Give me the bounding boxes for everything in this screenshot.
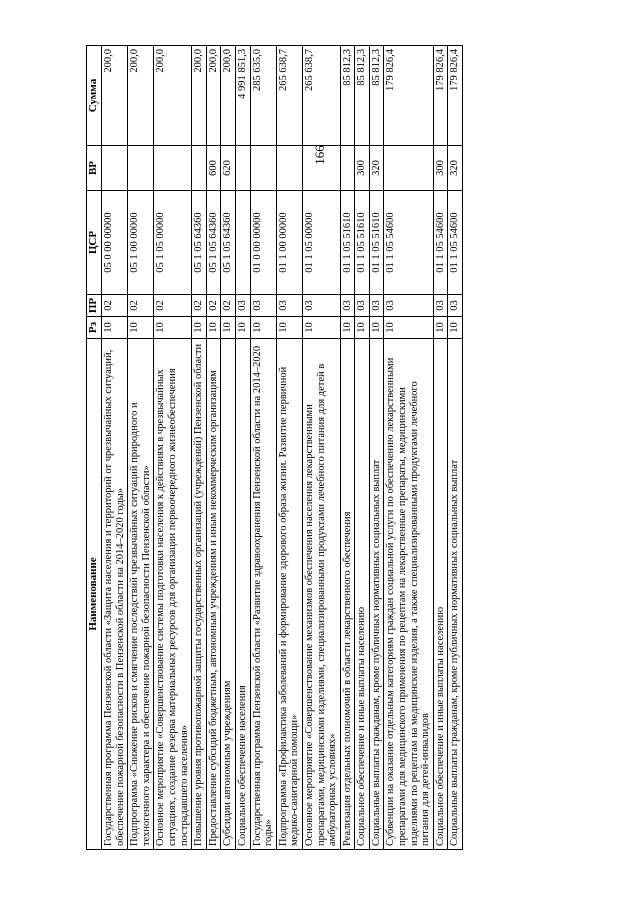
cell-vr [235,146,250,191]
cell-pr: 03 [250,295,276,317]
cell-pr: 02 [102,295,128,317]
cell-pr: 03 [369,295,384,317]
cell-rz: 10 [384,317,433,339]
cell-name: Основное мероприятие «Совершенствование механизмов обеспечения населения лекарственными препаратами, медицинскими изделиями, специализированными продуктами лечебного питания для детей в амбулаторных условиях» [302,339,340,850]
header-rz: Рз [87,317,102,339]
table-row [221,46,236,850]
cell-vr [276,146,302,191]
cell-vr [250,146,276,191]
cell-sum: 179 826,4 [384,46,433,146]
budget-table [86,45,463,850]
cell-vr [192,146,207,191]
cell-csr: 05 0 00 00000 [102,191,128,295]
table-row [302,46,340,850]
cell-rz: 10 [154,317,192,339]
table-row [192,46,207,850]
cell-vr: 300 [355,146,370,191]
header-name: Наименование [87,339,102,850]
header-pr: ПР [87,295,102,317]
cell-sum: 200,0 [128,46,154,146]
table-row [276,46,302,850]
cell-name: Подпрограмма «Снижение рисков и смягчение последствий чрезвычайных ситуаций природного и техногенного характера и обеспечение пожарной безопасности Пензенской области» [128,339,154,850]
cell-csr: 01 1 05 00000 [302,191,340,295]
cell-rz: 10 [448,317,463,339]
cell-name: Государственная программа Пензенской области «Развитие здравоохранения Пензенской области на 2014–2020 годы» [250,339,276,850]
cell-pr: 03 [302,295,340,317]
table-row [235,46,250,850]
cell-csr: 05 1 05 64360 [221,191,236,295]
cell-sum: 85 812,3 [369,46,384,146]
table-row [448,46,463,850]
cell-rz: 10 [433,317,448,339]
cell-sum: 200,0 [206,46,221,146]
cell-vr [102,146,128,191]
cell-pr: 03 [340,295,355,317]
table-row [102,46,128,850]
cell-rz: 10 [340,317,355,339]
cell-name: Социальное обеспечение и иные выплаты населению [433,339,448,850]
cell-rz: 10 [192,317,207,339]
cell-sum: 200,0 [154,46,192,146]
cell-pr: 02 [154,295,192,317]
cell-pr: 03 [276,295,302,317]
header-sum: Сумма [87,46,102,146]
cell-csr: 01 1 05 51610 [369,191,384,295]
cell-sum: 179 826,4 [448,46,463,146]
cell-sum: 200,0 [192,46,207,146]
cell-name: Социальное обеспечение населения [235,339,250,850]
cell-rz: 10 [102,317,128,339]
cell-name: Субсидии автономным учреждениям [221,339,236,850]
cell-pr: 02 [206,295,221,317]
table-row [355,46,370,850]
cell-csr: 05 1 00 00000 [128,191,154,295]
table-body [102,46,463,850]
cell-csr [235,191,250,295]
cell-name: Повышение уровня противопожарной защиты государственных организаций (учреждений) Пензенской области [192,339,207,850]
cell-rz: 10 [206,317,221,339]
cell-sum: 265 638,7 [302,46,340,146]
cell-pr: 02 [192,295,207,317]
cell-rz: 10 [355,317,370,339]
cell-csr: 01 1 00 00000 [276,191,302,295]
cell-csr: 05 1 05 64360 [192,191,207,295]
cell-sum: 85 812,3 [340,46,355,146]
cell-rz: 10 [235,317,250,339]
table-row [433,46,448,850]
table-header [87,46,102,850]
cell-csr: 05 1 05 64360 [206,191,221,295]
header-csr: ЦСР [87,191,102,295]
cell-csr: 01 1 05 51610 [355,191,370,295]
table-row [250,46,276,850]
cell-vr [302,146,340,191]
page-number-text: 166 [312,145,327,165]
cell-name: Реализация отдельных полномочий в области лекарственного обеспечения [340,339,355,850]
cell-pr: 02 [128,295,154,317]
cell-sum: 200,0 [102,46,128,146]
cell-sum: 265 638,7 [276,46,302,146]
cell-name: Социальное обеспечение и иные выплаты населению [355,339,370,850]
cell-pr: 03 [448,295,463,317]
cell-sum: 285 635,0 [250,46,276,146]
cell-name: Социальные выплаты гражданам, кроме публичных нормативных социальных выплат [369,339,384,850]
table-row [128,46,154,850]
cell-name: Социальные выплаты гражданам, кроме публичных нормативных социальных выплат [448,339,463,850]
cell-vr: 620 [221,146,236,191]
cell-csr: 05 1 05 00000 [154,191,192,295]
cell-sum: 85 812,3 [355,46,370,146]
table-row [384,46,433,850]
table-row [206,46,221,850]
table-row [340,46,355,850]
cell-pr: 03 [355,295,370,317]
cell-vr [340,146,355,191]
cell-name: Субвенции на оказание отдельным категориям граждан социальной услуги по обеспечению лекарственными препаратами для медицинского применения по рецептам на лекарственные препараты, медицинскими изделиями по рецептам на медицинские изделия, а также специализированными продуктами лечебного питания для детей-инвалидов [384,339,433,850]
cell-vr: 300 [433,146,448,191]
cell-csr: 01 1 05 54600 [433,191,448,295]
header-vr: ВР [87,146,102,191]
cell-sum: 200,0 [221,46,236,146]
cell-vr [154,146,192,191]
cell-rz: 10 [128,317,154,339]
cell-csr: 01 0 00 00000 [250,191,276,295]
table-row [369,46,384,850]
cell-sum: 4 991 851,3 [235,46,250,146]
cell-csr: 01 1 05 54600 [448,191,463,295]
cell-pr: 03 [384,295,433,317]
cell-name: Подпрограмма «Профилактика заболеваний и формирование здорового образа жизни. Развитие первичной медико-санитарной помощи» [276,339,302,850]
cell-rz: 10 [221,317,236,339]
cell-vr [384,146,433,191]
cell-name: Основное мероприятие «Совершенствование системы подготовки населения к действиям в чрезвычайных ситуациях, создание резерва материальных ресурсов для организации первоочередного жизнеобеспечения пострадавшего населения» [154,339,192,850]
cell-rz: 10 [369,317,384,339]
cell-vr [128,146,154,191]
cell-rz: 10 [250,317,276,339]
cell-sum: 179 826,4 [433,46,448,146]
cell-pr: 02 [221,295,236,317]
cell-vr: 320 [448,146,463,191]
header-row [87,46,102,850]
table-row [154,46,192,850]
cell-name: Предоставление субсидий бюджетным, автономным учреждениям и иным некоммерческим организациям [206,339,221,850]
cell-vr: 320 [369,146,384,191]
cell-name: Государственная программа Пензенской области «Защита населения и территорий от чрезвычайных ситуаций, обеспечение пожарной безопасности в Пензенской области на 2014–2020 годы» [102,339,128,850]
cell-csr: 01 1 05 54600 [384,191,433,295]
cell-pr: 03 [235,295,250,317]
cell-rz: 10 [276,317,302,339]
cell-vr: 600 [206,146,221,191]
cell-rz: 10 [302,317,340,339]
cell-csr: 01 1 05 51610 [340,191,355,295]
cell-pr: 03 [433,295,448,317]
